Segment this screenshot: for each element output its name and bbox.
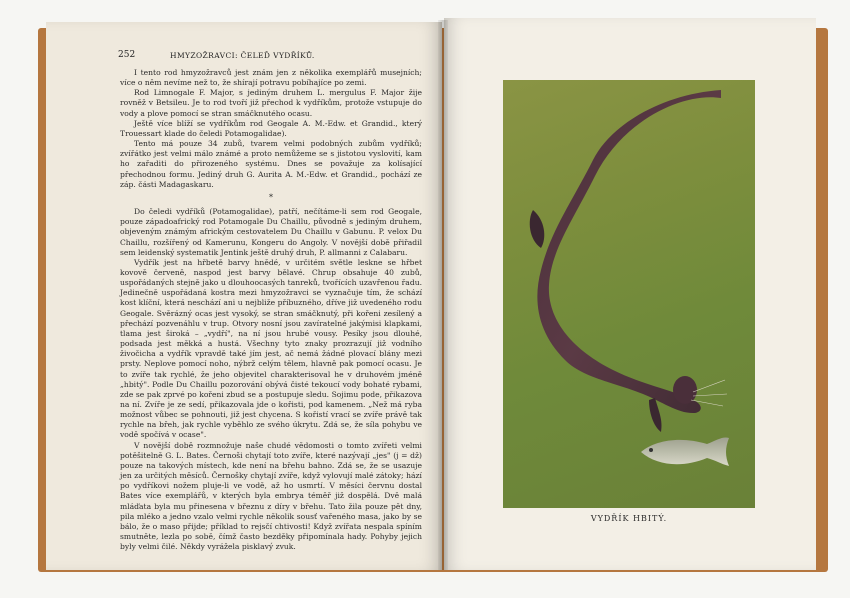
- otter-illustration: [503, 80, 755, 508]
- paragraph: Ještě více blíží se vydříkům rod Geogale A. M.-Edw. et Grandid., který Trouessart klade do čeledi Potamogalidae).: [120, 118, 422, 138]
- otter-paw-shape: [530, 210, 545, 248]
- fish-shape: [641, 437, 729, 466]
- page-number: 252: [118, 50, 136, 60]
- illustration-caption: VYDŘÍK HBITÝ.: [590, 514, 668, 523]
- fish-eye: [649, 448, 653, 452]
- paragraph: I tento rod hmyzožravců jest znám jen z několika exemplářů musejních; více o něm nevíme než to, že shírají potravu pobíhajíce po zemi.: [120, 68, 422, 88]
- otter-head-shape: [673, 376, 697, 404]
- body-text: [120, 68, 422, 552]
- otter-painting: [503, 80, 755, 508]
- paragraph: Vydřík jest na hřbetě barvy hnědé, v určitém světle leskne se hřbet kovově červeně, naspod jest barvy bělavé. Chrup obsahuje 40 zubů, uspořádaných stejně jako u dlouhoocasých tanreků, tvořících uzavřenou řadu. Jedinečně uspořádaná kostra mezi hmyzožravci se vyznačuje tím, že schází kost klíční, která neschází ani u nejbliže příbuzného, dříve již uvedeného rodu Geogale. Svěrázný ocas jest vysoký, se stran smáčknutý, při kořeni zesílený a přechází pozvenáhlu v trup. Otvory nosní jsou zavíratelné jakýmisi klapkami, tlama jest široká – „vydří", na ní jsou hrubé vousy. Pesíky jsou dlouhé, podsada jest měkká a hustá. Všechny tyto znaky prozrazují již vodního živočicha a vydřík vpravdě také jím jest, ač nemá žádné plovací blány mezi prsty. Neplove pomocí noho, nýbrž celým tělem, hlavně pak pomocí ocasu. Je to zvíře tak rychlé, že jeho objevitel charakterisoval he v druhovém jméně „hbitý". Podle Du Chaillu pozorování obývá čisté tekoucí vody bohaté rybami, zde se pak zprvé po kořeni zbud se a postupuje sledu. Sojimu pode, přikazova na ní. Zvíře je ze sedí, přikazovala jde o kořisti, pod kamenem. „Než má ryba možnost vůbec se pohnouti, již jest chycena. S kořistí vrací se zvíře právě tak rychle na břeh, jak rychle vyběhlo ze svého úkrytu. Zdá se, že síla pohybu ve vodě spočívá v ocase".: [120, 257, 422, 440]
- paragraph: V novější době rozmnožuje naše chudé vědomosti o tomto zvířeti velmi potěšitelně G. L. Bates. Černoši chytají toto zvíře, které nazývají „jes" (j = dž) pouze na takových místech, kde není na břehu bahno. Zdá se, že se usazuje jen za určitých měsíců. Černošky chytají zvíře, když vylovují malé zátoky; hází po vydříkovi nožem pluje-li ve vodě, až ho usmrtí. V měsíci červnu dostal Bates více exemplářů, v kterých byla embrya téměř již dospělá. Dvě malá mláďata byla mu přinesena v březnu z díry v břehu. Tato žila pouze pět dny, pila mléko a jedno vzalo velmi rychle několik sousť vařeného masa, jako by se bálo, že o maso přijde; příklad to rejsčí chtivosti! Když zvířata nespala spíním smutněte, lezla po sobě, čímž často bezděky připomínala hady. Pohyby jejich byly velmi čilé. Někdy vyrážela pisklavý zvuk.: [120, 440, 422, 552]
- otter-paw-shape: [649, 398, 662, 432]
- section-separator: *: [269, 192, 273, 202]
- running-head: HMYZOŽRAVCI: ČELEĎ VYDŘÍKŮ.: [170, 51, 315, 60]
- otter-body-shape: [537, 90, 721, 413]
- book-gutter: [438, 20, 448, 570]
- paragraph: Do čeledi vydříků (Potamogalidae), patří, nečítáme-li sem rod Geogale, pouze západoafrický rod Potamogale Du Chaillu, původně s jediným druhem, objeveným známým africkým cestovatelem Du Chaillu v Gabunu. P. velox Du Chaillu, rozšířený od Kamerunu, Kongeru do Angoly. V novější době přiřadil sem leidenský systematik Jentink ještě druhý druh, P. allmanni z Calabaru.: [120, 207, 422, 257]
- paragraph: Rod Limnogale F. Major, s jediným druhem L. mergulus F. Major žije rovněž v Betsileu. Je to rod tvoří již přechod k vydříkům, protože vstupuje do vody a plove pomocí se stran smáčknutého ocasu.: [120, 88, 422, 118]
- paragraph: Tento má pouze 34 zubů, tvarem velmi podobných zubům vydříků; zvířátko jest velmi málo známé a proto nemůžeme se s jistotou vyslovití, kam ho zařaditi do přirozeného systému. Dnes se považuje za kolísající přechodnou formu. Jediný druh G. Aurita A. M.-Edw. et Grandid., pochází ze záp. části Madagaskaru.: [120, 139, 422, 189]
